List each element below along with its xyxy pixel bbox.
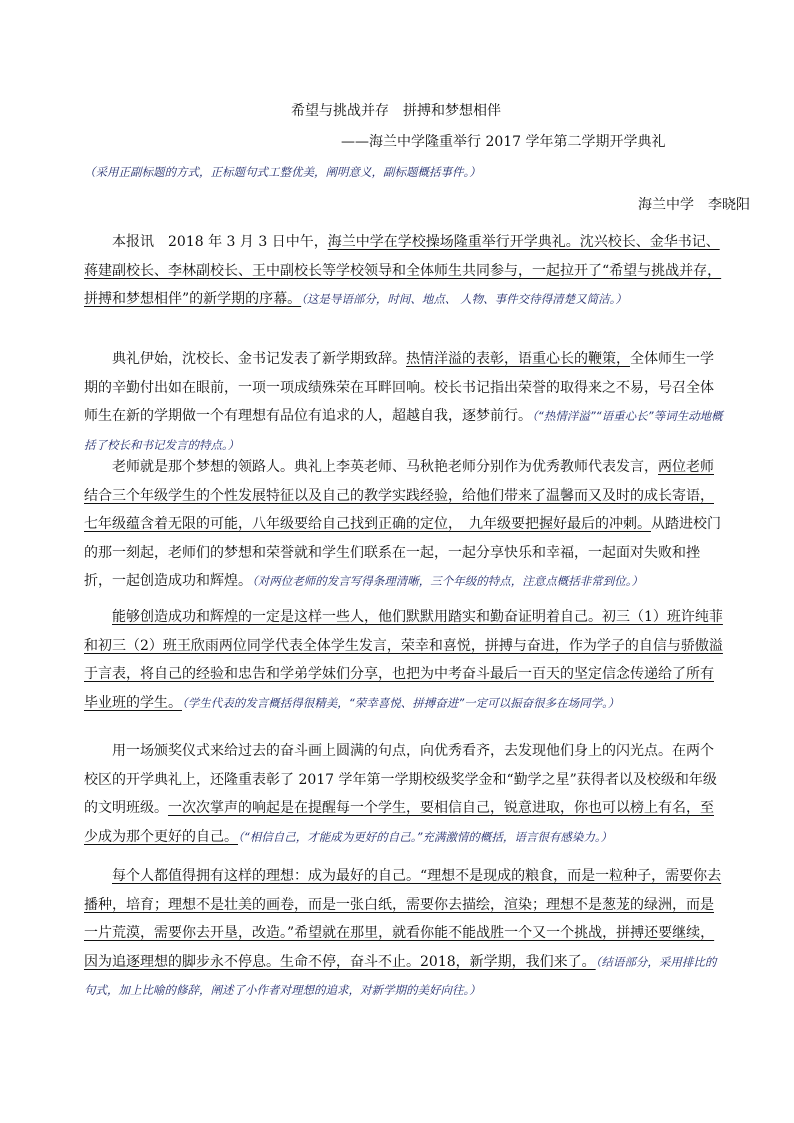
annotation-comment: （对两位老师的发言写得条理清晰，三个年级的特点，注意点概括非常到位。） xyxy=(252,574,643,588)
title-comment: （采用正副标题的方式，正标题句式工整优美，阐明意义，副标题概括事件。） xyxy=(84,165,481,179)
paragraph-teachers xyxy=(84,453,724,596)
text-span: 老师就是那个梦想的领路人。典礼上李英老师、马秋艳老师分别作为优秀教师代表发言， xyxy=(112,459,658,475)
annotation-comment: （“热情洋溢”“语重心长”等词生动地概括了校长和书记发言的特点。） xyxy=(84,409,723,452)
text-span: 全体师生一学期的辛勤付出如在眼前，一项一项成绩殊荣在耳畔回响。校长书记指出荣誉的取得来之不易，号召全体师生在新的学期做一个有理想有品位有追求的人，超越自我，逐梦前行。 xyxy=(84,351,714,424)
underlined-text: 热情洋溢的表彰，语重心长的鞭策， xyxy=(406,351,630,367)
underlined-text: 两位老师结合三个年级学生的个性发展特征以及自己的教学实践经验，给他们带来了温馨而又及时的成长寄语，七年级蕴含着无限的可能，八年级要给自己找到正确的定位， 九年级要把握好最后的冲刺。 xyxy=(84,459,714,532)
main-title: 希望与挑战并存 拼搏和梦想相伴 xyxy=(291,103,501,119)
paragraph-opening xyxy=(84,345,724,459)
paragraph-awards xyxy=(84,737,724,851)
sub-title: ——海兰中学隆重举行 2017 学年第二学期开学典礼 xyxy=(341,134,666,150)
text-span: 用一场颁奖仪式来给过去的奋斗画上圆满的句点，向优秀看齐，去发现他们身上的闪光点。在两个校区的开学典礼上，还隆重表彰了 2017 学年第一学期校级奖学金和“勤学之星”获得者以及校级和年级的文明班级。 xyxy=(84,743,717,816)
underlined-text: 海兰中学在学校操场隆重举行开学典礼。沈兴校长、金华书记、蒋建副校长、李林副校长、王中副校长等学校领导和全体师生共同参与，一起拉开了“希望与挑战并存，拼搏和梦想相伴”的新学期的序幕。 xyxy=(84,234,722,307)
paragraph-lead xyxy=(84,228,724,314)
underlined-text: 每个人都值得拥有这样的理想：成为最好的自己。“理想不是现成的粮食，而是一粒种子，需要你去播种，培育；理想不是壮美的画卷，而是一张白纸，需要你去描绘，渲染；理想不是葱茏的绿洲，而是一片荒漠，需要你去开垦，改造。”希望就在那里，就看你能不能战胜一个又一个挑战，拼搏还要继续，因为追逐理想的脚步永不停息。生命不停，奋斗不止。2018，新学期，我们来了。 xyxy=(84,868,722,970)
annotation-comment: （结语部分，采用排比的句式，加上比喻的修辞，阐述了小作者对理想的追求，对新学期的美好向往。） xyxy=(84,954,717,997)
text-span: 从踏进校门的那一刻起，老师们的梦想和荣誉就和学生们联系在一起，一起分享快乐和幸福，一起面对失败和挫折，一起创造成功和辉煌。 xyxy=(84,516,721,589)
annotation-comment: （这是导语部分，时间、地点、 人物、事件交待得清楚又简洁。） xyxy=(301,292,627,306)
paragraph-students xyxy=(84,603,724,717)
underlined-text: 一次次掌声的响起是在提醒每一个学生，要相信自己，锐意进取，你也可以榜上有名，至少成为那个更好的自己。 xyxy=(84,800,714,845)
author-line: 海兰中学 李晓阳 xyxy=(638,197,750,213)
annotation-comment: （“相信自己，才能成为更好的自己。”充满激情的概括，语言很有感染力。） xyxy=(238,829,613,844)
paragraph-conclusion xyxy=(84,862,724,1005)
text-span: 典礼伊始，沈校长、金书记发表了新学期致辞。 xyxy=(112,351,406,367)
annotation-comment: （学生代表的发言概括得很精美，“荣幸喜悦、拼搏奋进”一定可以振奋很多在场同学。） xyxy=(182,695,620,710)
underlined-text: 能够创造成功和辉煌的一定是这样一些人，他们默默用踏实和勤奋证明着自己。初三（1）班许纯菲和初三（2）班王欣雨两位同学代表全体学生发言，荣幸和喜悦，拼搏与奋进，作为学子的自信与骄傲溢于言表，将自己的经验和忠告和学弟学妹们分享，也把为中考奋斗最后一百天的坚定信念传递给了所有毕业班的学生。 xyxy=(84,609,723,711)
lead-prefix: 本报讯 2018 年 3 月 3 日中午， xyxy=(112,234,328,250)
